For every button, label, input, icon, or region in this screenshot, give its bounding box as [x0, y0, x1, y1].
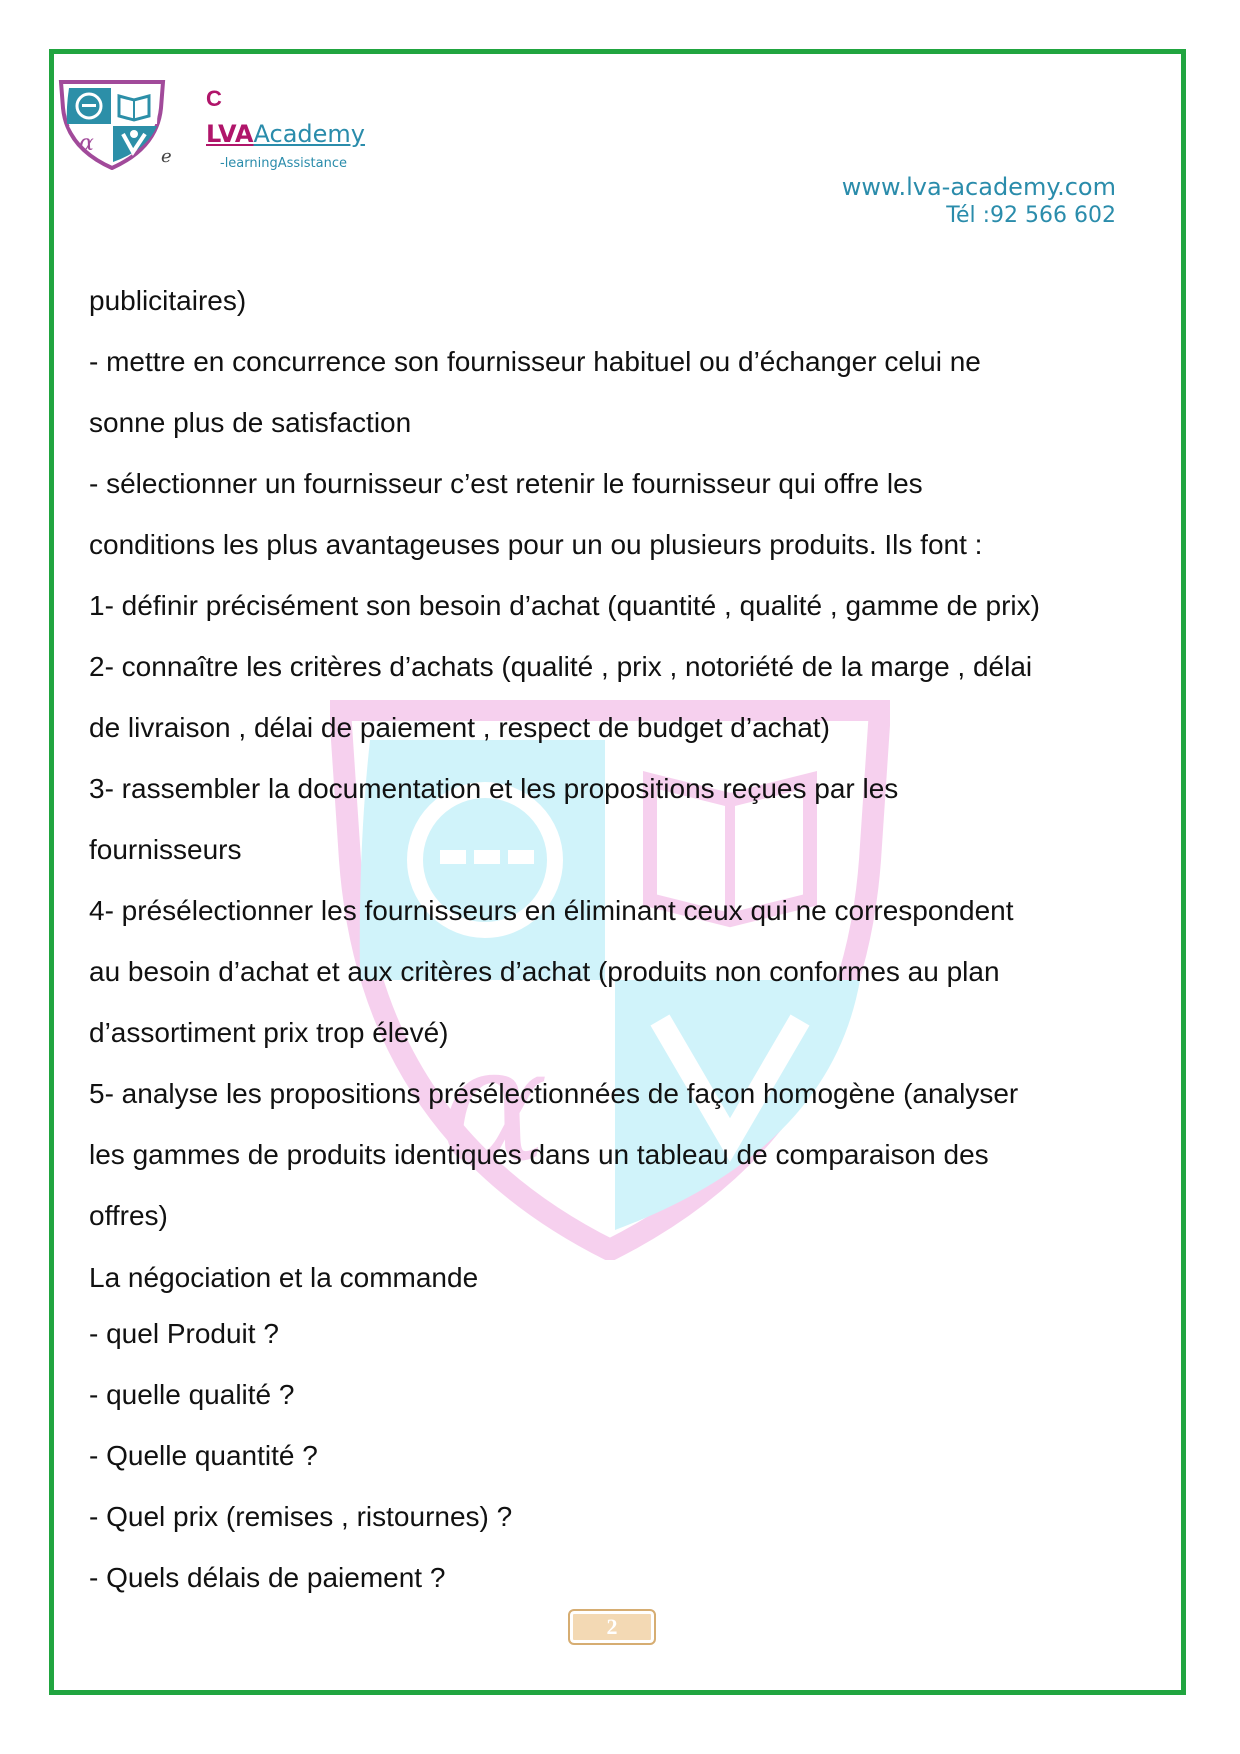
- paragraph-line: offres): [89, 1200, 168, 1231]
- logo-e-mark: e: [161, 146, 172, 167]
- section-heading: La négociation et la commande: [89, 1262, 479, 1293]
- brand-lva: LVA: [206, 120, 254, 148]
- contact-block: [842, 172, 1116, 230]
- paragraph-line: sonne plus de satisfaction: [89, 407, 412, 438]
- paragraph-line: fournisseurs: [89, 834, 242, 865]
- page-number-badge: 2: [568, 1609, 656, 1645]
- brand-initial: C: [206, 86, 222, 111]
- brand-academy: Academy: [253, 120, 365, 148]
- paragraph-line: 5- analyse les propositions présélectionnées de façon homogène (analyser: [89, 1078, 1019, 1109]
- paragraph-line: les gammes de produits identiques dans un tableau de comparaison des: [89, 1139, 989, 1170]
- academy-logo-icon: [57, 78, 167, 170]
- question-item: - quelle qualité ?: [89, 1379, 295, 1410]
- paragraph-line: conditions les plus avantageuses pour un ou plusieurs produits. Ils font :: [89, 529, 983, 560]
- brand-name: [206, 120, 365, 148]
- paragraph-line: au besoin d’achat et aux critères d’achat (produits non conformes au plan: [89, 956, 1000, 987]
- question-item: - Quels délais de paiement ?: [89, 1562, 446, 1593]
- paragraph-line: - sélectionner un fournisseur c’est retenir le fournisseur qui offre les: [89, 468, 923, 499]
- paragraph-line: de livraison , délai de paiement , respect de budget d’achat): [89, 712, 830, 743]
- paragraph-line: - mettre en concurrence son fournisseur habituel ou d’échanger celui ne: [89, 346, 981, 377]
- paragraph-line: d’assortiment prix trop élevé): [89, 1017, 449, 1048]
- phone-number: Tél :92 566 602: [946, 203, 1116, 228]
- document-body: [89, 277, 1149, 1615]
- brand-tagline: -learningAssistance: [220, 156, 347, 171]
- question-item: - quel Produit ?: [89, 1318, 279, 1349]
- paragraph-line: 3- rassembler la documentation et les propositions reçues par les: [89, 773, 899, 804]
- paragraph-line: 4- présélectionner les fournisseurs en éliminant ceux qui ne correspondent: [89, 895, 1014, 926]
- paragraph-line: 2- connaître les critères d’achats (qualité , prix , notoriété de la marge , délai: [89, 651, 1033, 682]
- question-item: - Quel prix (remises , ristournes) ?: [89, 1501, 513, 1532]
- svg-text:α: α: [440, 1011, 549, 1198]
- question-item: - Quelle quantité ?: [89, 1440, 318, 1471]
- svg-text:α: α: [79, 131, 94, 156]
- paragraph-line: 1- définir précisément son besoin d’achat (quantité , qualité , gamme de prix): [89, 590, 1040, 621]
- website-link[interactable]: www.lva-academy.com: [841, 173, 1116, 201]
- paragraph-line: publicitaires): [89, 285, 247, 316]
